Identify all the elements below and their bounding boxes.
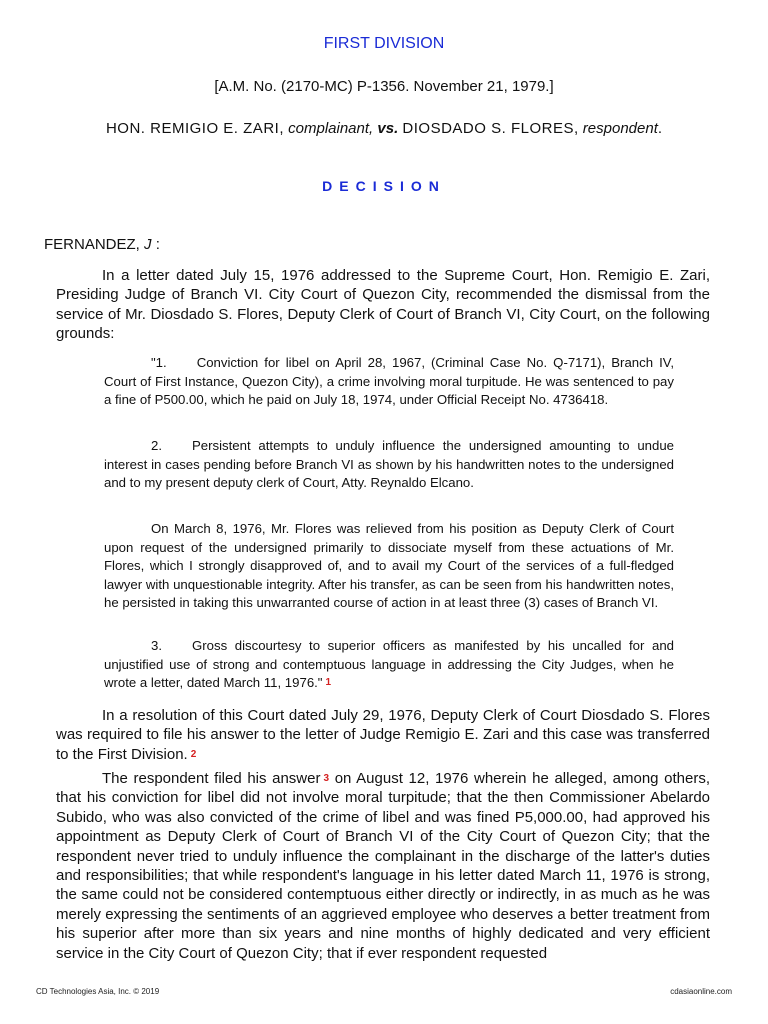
division-heading: FIRST DIVISION [323, 35, 445, 52]
paragraph-3-rest: on August 12, 1976 wherein he alleged, among others, that his conviction for libel did not involve moral turpitude; that the then Commissioner Abelardo Subido, who was also convicted of the crime of libel and was fined P5,000.00, had approved his appointment as Deputy Clerk of Court of Branch VI of the City Court of Quezon City; that the respondent never tried to unduly influence the complainant in the discharge of the latter's duties and responsibilities; that while respondent's language in his letter dated March 11, 1976 is strong, the same could not be considered contemptuous either directly or indirectly, in as much as he was merely expressing the sentiments of an aggrieved employee who deserves a better treatment from his superior after more than six years and nine months of highly dedicated and very efficient service in the City Court of Quezon City; that if ever respondent requested [56, 770, 710, 962]
complainant-name: HON. REMIGIO E. ZARI, [105, 120, 284, 137]
respondent-name: DIOSDADO S. FLORES, [402, 120, 579, 137]
ponente-title: J [144, 236, 152, 253]
footnote-2-link[interactable]: 2 [190, 748, 197, 760]
paragraph-2-text: In a resolution of this Court dated July 29, 1976, Deputy Clerk of Court Diosdado S. Flores was required to file his answer to the letter of Judge Remigio E. Zari and this case was transferred to the First Division. [56, 707, 710, 763]
quote-item-3-text: Gross discourtesy to superior officers as manifested by his uncalled for and unjustified use of strong and contemptuous language in addressing the City Judges, when he wrote a letter, dated March 11, 1976." [104, 638, 674, 690]
quote-item-2 [104, 437, 674, 493]
quote-item-2-text: Persistent attempts to unduly influence the undersigned amounting to undue interest in cases pending before Branch VI as shown by his handwritten notes to the undersigned and to my present deputy clerk of Court, Atty. Reynaldo Elcano. [104, 438, 674, 490]
footnote-1-link[interactable]: 1 [325, 677, 332, 688]
case-citation: [A.M. No. (2170-MC) P-1356. November 21, 1979.] [214, 78, 554, 95]
footer-site[interactable]: cdasiaonline.com [670, 987, 732, 996]
paragraph-2-block [56, 706, 710, 764]
complainant-role: complainant, [288, 120, 374, 137]
paragraph-3 [56, 769, 710, 963]
respondent-role: respondent [582, 120, 658, 137]
quote-item-1-text: Conviction for libel on April 28, 1967, (Criminal Case No. Q-7171), Branch IV, Court of First Instance, Quezon City), a crime involving moral turpitude. He was sentenced to pay a fine of P500.00, which he paid on July 18, 1974, under Official Receipt No. 4736418. [104, 355, 674, 407]
paragraph-3-block [56, 769, 710, 963]
quote-item-3 [104, 637, 674, 693]
case-parties: HON. REMIGIO E. ZARI, complainant, vs. DIOSDADO S. FLORES, respondent. [105, 120, 663, 137]
paragraph-3-start: The respondent filed his answer [102, 770, 321, 787]
quote-item-1 [104, 354, 674, 410]
footnote-3-link[interactable]: 3 [323, 773, 330, 784]
quote-item-1-number: "1. [151, 355, 167, 370]
quote-item-2-number: 2. [151, 438, 162, 453]
paragraph-1-block [56, 266, 710, 344]
decision-heading: DECISION [322, 178, 446, 194]
footer-copyright: CD Technologies Asia, Inc. © 2019 [36, 987, 160, 996]
ponente-colon: : [155, 236, 160, 253]
ponente [44, 236, 160, 253]
ponente-name: FERNANDEZ, [44, 236, 140, 253]
paragraph-1: In a letter dated July 15, 1976 addressed to the Supreme Court, Hon. Remigio E. Zari, Presiding Judge of Branch VI. City Court of Quezon City, recommended the dismissal from the service of Mr. Diosdado S. Flores, Deputy Clerk of Court of Branch VI, City Court, on the following grounds: [56, 267, 710, 343]
quote-paragraph-3: On March 8, 1976, Mr. Flores was relieved from his position as Deputy Clerk of Court upon request of the undersigned primarily to dissociate myself from these actuations of Mr. Flores, which I strongly disapproved of, and to avail my Court of the services of a full-fledged lawyer with unquestionable integrity. After his transfer, as can be seen from his handwritten notes, he persisted in taking this unwarranted course of action in at least three (3) cases of Branch VI. [104, 521, 674, 610]
quote-item-3-number: 3. [151, 638, 162, 653]
versus: vs. [377, 120, 399, 137]
paragraph-2 [56, 706, 710, 764]
